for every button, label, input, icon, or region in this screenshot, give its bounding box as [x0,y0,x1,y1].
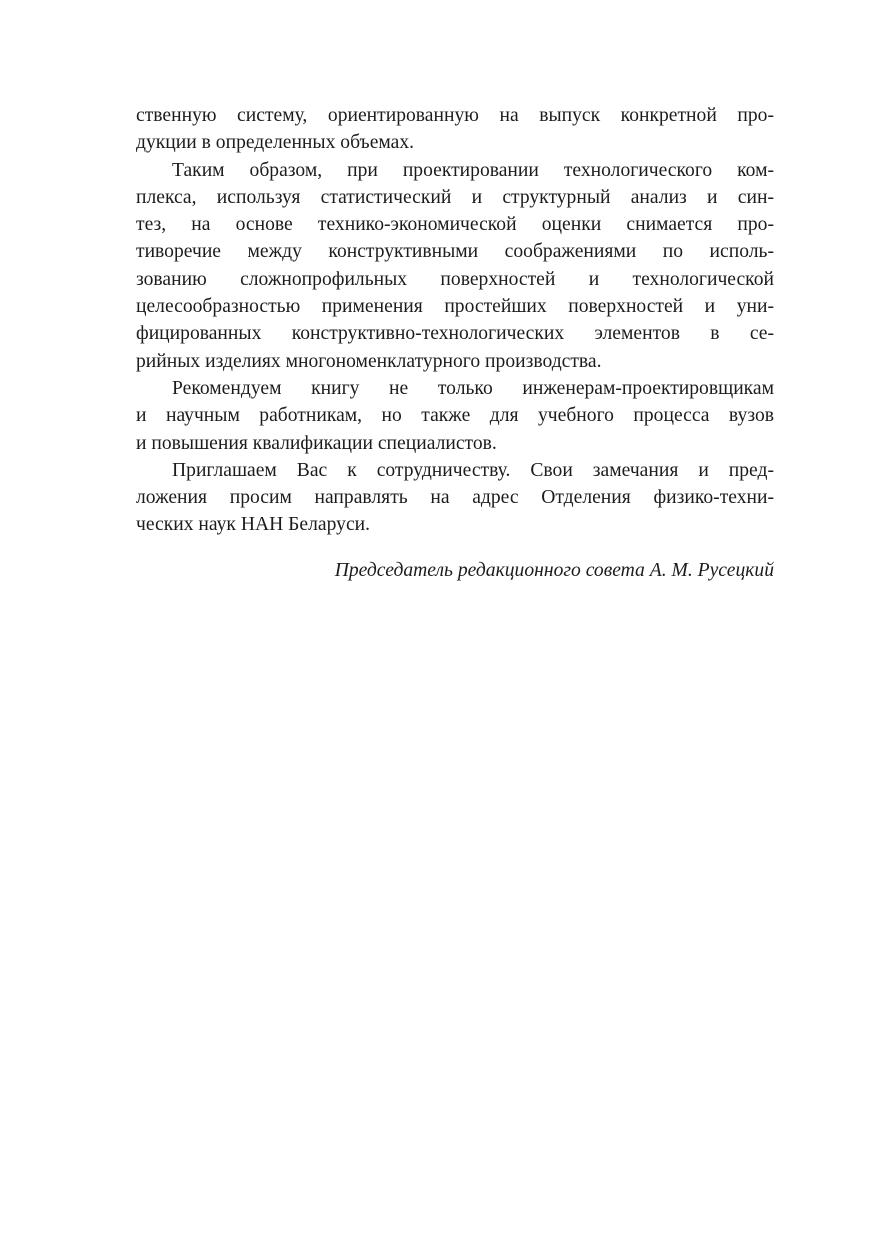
paragraph-2 [136,157,774,375]
paragraph-4 [136,457,774,539]
text-line: ческих наук НАН Беларуси. [136,514,371,536]
paragraph-1 [136,102,774,157]
signature: Председатель редакционного совета А. М. Русецкий [334,560,774,581]
text-line: тез, на основе технико-экономической оценки снимается про- [136,214,774,236]
text-line: и повышения квалификации специалистов. [136,432,497,454]
text-line: ственную систему, ориентированную на выпуск конкретной про- [136,105,774,126]
text-line: Таким образом, при проектировании технологического ком- [172,159,774,181]
text-line: Рекомендуем книгу не только инженерам-проектировщикам [172,377,774,399]
text-line: целесообразностью применения простейших поверхностей и уни- [136,296,774,318]
text-line: тиворечие между конструктивными соображениями по исполь- [136,241,774,263]
text-line: Приглашаем Вас к сотрудничеству. Свои замечания и пред- [172,459,774,481]
text-line: фицированных конструктивно-технологических элементов в се- [136,323,774,345]
text-line: плекса, используя статистический и структурный анализ и син- [136,186,774,208]
paragraph-3 [136,375,774,457]
text-line: рийных изделиях многономенклатурного производства. [136,350,602,372]
text-line: ложения просим направлять на адрес Отделения физико-техни- [136,487,774,509]
text-line: дукции в определенных объемах. [136,132,415,154]
body-text [136,102,774,539]
text-line: зованию сложнопрофильных поверхностей и технологической [136,268,774,290]
text-line: и научным работникам, но также для учебного процесса вузов [136,405,774,427]
